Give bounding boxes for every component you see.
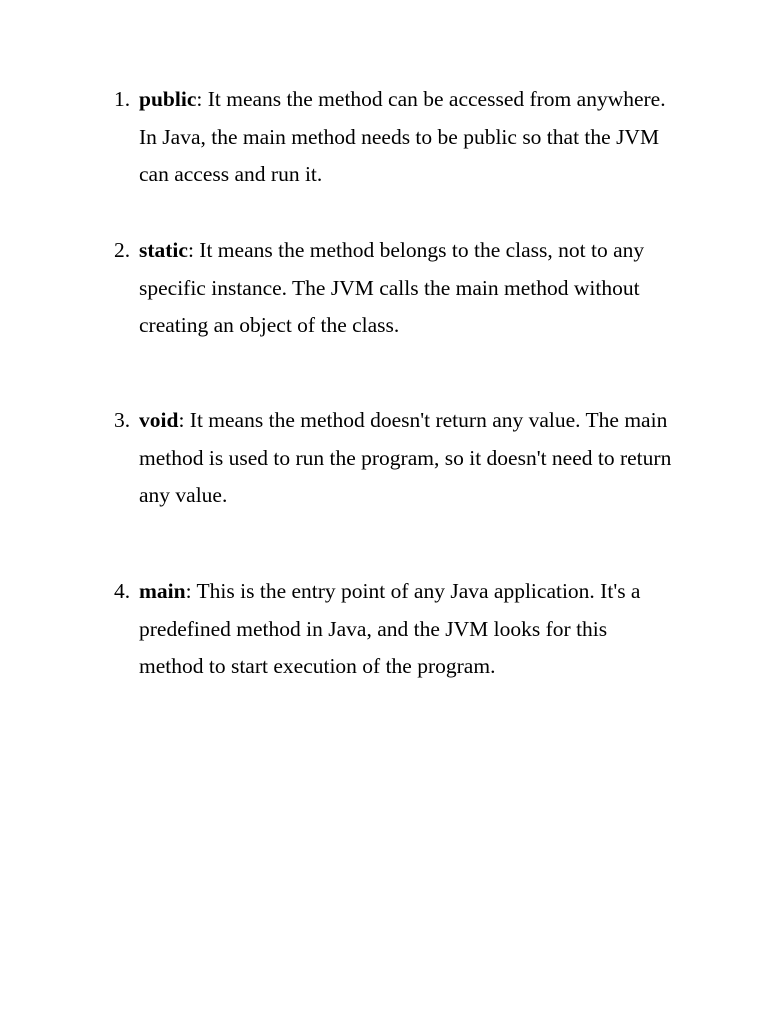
list-number: 1. [114,87,131,111]
list-number: 4. [114,579,131,603]
list-item-void [114,402,674,515]
definition-public: : It means the method can be accessed from anywhere. In Java, the main method needs to be public so that the JVM can access and run it. [139,87,666,187]
term-void: void [139,408,179,432]
definition-main: : This is the entry point of any Java application. It's a predefined method in Java, and the JVM looks for this method to start execution of the program. [139,579,641,679]
list-item-body [139,81,674,194]
list-number: 3. [114,408,131,432]
list-item-main [114,573,674,686]
list-item-body [139,232,674,345]
list-item-body [139,402,674,515]
term-main: main [139,579,186,603]
definition-void: : It means the method doesn't return any value. The main method is used to run the program, so it doesn't need to return any value. [139,408,672,508]
list-item-body [139,573,674,686]
term-static: static [139,238,188,262]
list-item-static [114,232,674,345]
definition-static: : It means the method belongs to the class, not to any specific instance. The JVM calls the main method without creating an object of the class. [139,238,645,338]
term-public: public [139,87,197,111]
list-number: 2. [114,238,131,262]
list-item-public [114,81,674,194]
